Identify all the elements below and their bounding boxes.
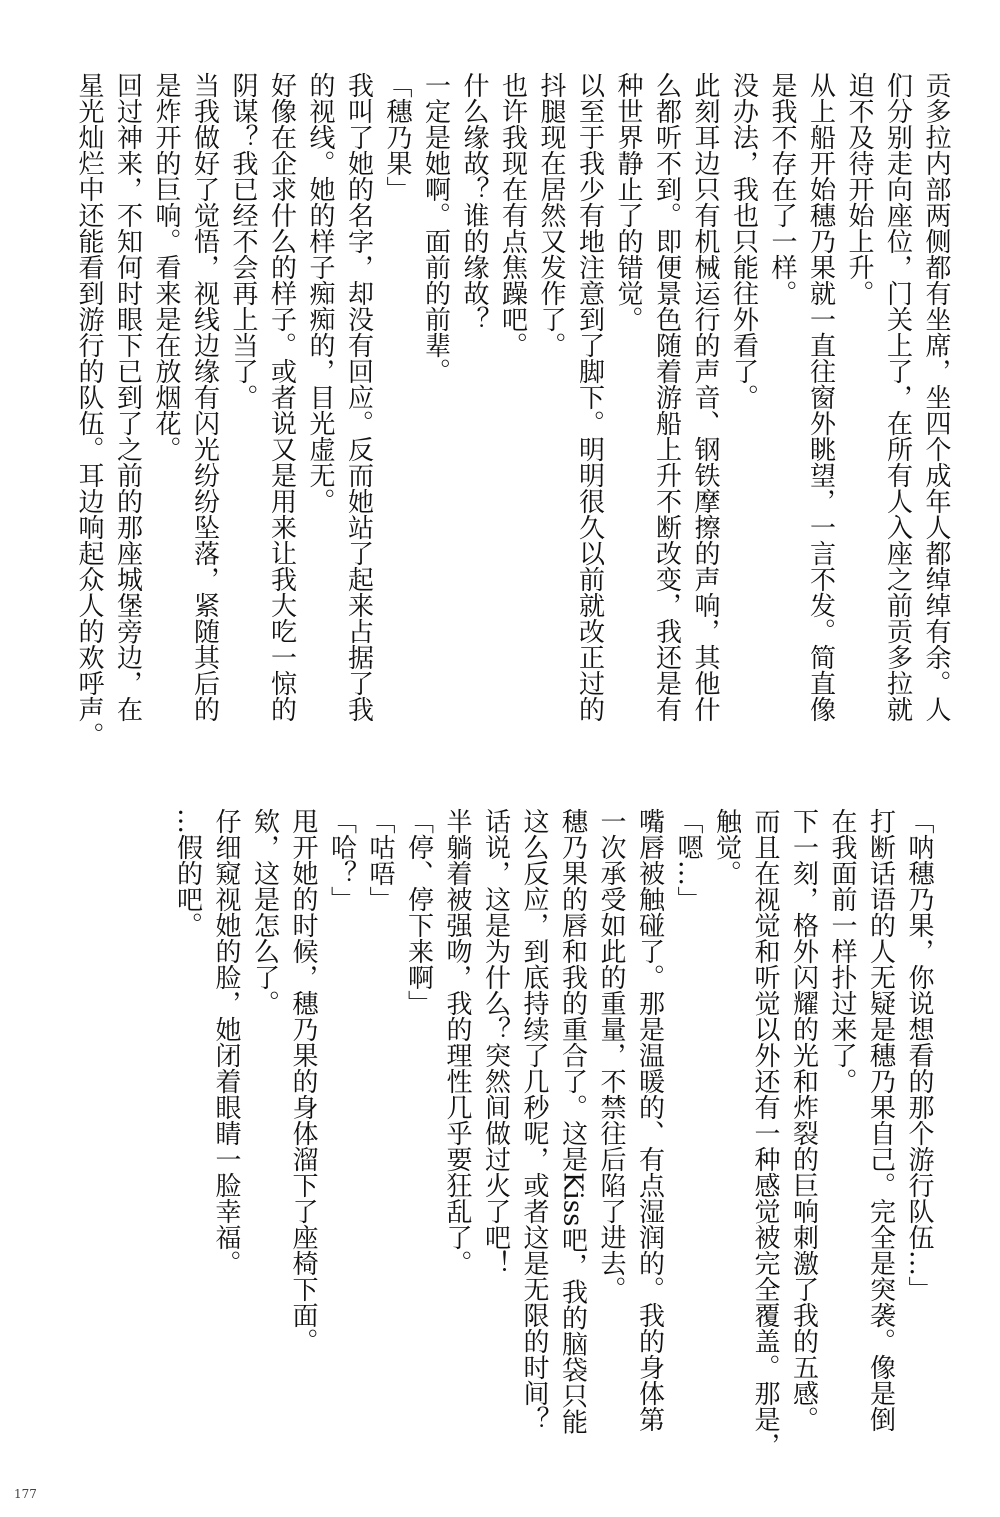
text-line: 「穗乃果」: [382, 72, 412, 202]
top-text-block: [70, 72, 956, 748]
text-line: 仔细窥视她的脸，她闭着眼睛一脸幸福。: [211, 808, 241, 1276]
text-line: 「嗯…」: [673, 808, 703, 912]
text-line: 们分别走向座位，门关上了，在所有人入座之前贡多拉就: [882, 72, 913, 722]
text-line: 以至于我少有地注意到了脚下。明明很久以前就改正过的: [574, 72, 605, 722]
text-line: 「停、停下来啊」: [403, 808, 434, 1016]
text-line: 阴谋？我已经不会再上当了。: [228, 72, 258, 410]
text-line: 从上船开始穗乃果就一直往窗外眺望，一言不发。简直像: [805, 72, 836, 722]
text-line: 「呐穗乃果，你说想看的那个游行队伍…」: [904, 808, 934, 1302]
text-line: 穗乃果的唇和我的重合了。这是Kiss吧，我的脑袋只能: [557, 808, 588, 1435]
text-line: 一次承受如此的重量，不禁往后陷了进去。: [596, 808, 626, 1302]
text-line: 的视线。她的样子痴痴的，目光虚无。: [305, 72, 335, 514]
text-line: 「哈？」: [326, 808, 357, 912]
text-line: 话说，这是为什么？突然间做过火了吧！: [480, 808, 511, 1276]
page-number: 177: [14, 1487, 37, 1501]
text-line: 此刻耳边只有机械运行的声音、钢铁摩擦的声响，其他什: [690, 72, 720, 722]
text-line: 是我不存在了一样。: [767, 72, 797, 306]
bottom-text-block: [168, 808, 938, 1468]
text-line: 下一刻，格外闪耀的光和炸裂的巨响刺激了我的五感。: [788, 808, 819, 1432]
text-line: 当我做好了觉悟，视线边缘有闪光纷纷坠落，紧随其后的: [189, 72, 220, 722]
text-line: 回过神来，不知何时眼下已到了之前的那座城堡旁边，在: [112, 72, 143, 722]
text-line: 在我面前一样扑过来了。: [827, 808, 857, 1094]
text-line: 星光灿烂中还能看到游行的队伍。耳边响起众人的欢呼声。: [74, 72, 104, 748]
text-line: 迫不及待开始上升。: [844, 72, 874, 306]
text-line: 好像在企求什么的样子。或者说又是用来让我大吃一惊的: [266, 72, 297, 722]
text-line: 触觉。: [711, 808, 742, 886]
text-line: 是炸开的巨响。看来是在放烟花。: [151, 72, 181, 462]
text-line: 一定是她啊。面前的前辈。: [420, 72, 451, 384]
text-line: 贡多拉内部两侧都有坐席，坐四个成年人都绰绰有余。人: [921, 72, 951, 722]
text-line: 什么缘故？谁的缘故？: [459, 72, 489, 332]
text-line: 而且在视觉和听觉以外还有一种感觉被完全覆盖。那是，: [750, 808, 780, 1458]
text-line: 没办法，我也只能往外看了。: [728, 72, 759, 410]
text-line: 这么反应，到底持续了几秒呢，或者这是无限的时间？: [519, 808, 549, 1432]
text-line: 么都听不到。即便景色随着游船上升不断改变，我还是有: [651, 72, 682, 722]
text-line: 抖腿现在居然又发作了。: [536, 72, 566, 358]
text-line: 甩开她的时候，穗乃果的身体溜下了座椅下面。: [288, 808, 318, 1354]
text-line: 欸，这是怎么了。: [249, 808, 280, 1016]
text-line: 嘴唇被触碰了。那是温暖的、有点湿润的。我的身体第: [634, 808, 665, 1432]
text-line: 打断话语的人无疑是穗乃果自己。完全是突袭。像是倒: [865, 808, 896, 1432]
text-line: …假的吧。: [172, 808, 203, 938]
text-line: 半躺着被强吻，我的理性几乎要狂乱了。: [442, 808, 472, 1276]
text-line: 「咕唔」: [365, 808, 395, 912]
text-line: 也许我现在有点焦躁吧。: [497, 72, 528, 358]
text-line: 我叫了她的名字，却没有回应。反而她站了起来占据了我: [343, 72, 374, 722]
text-line: 种世界静止了的错觉。: [613, 72, 643, 332]
